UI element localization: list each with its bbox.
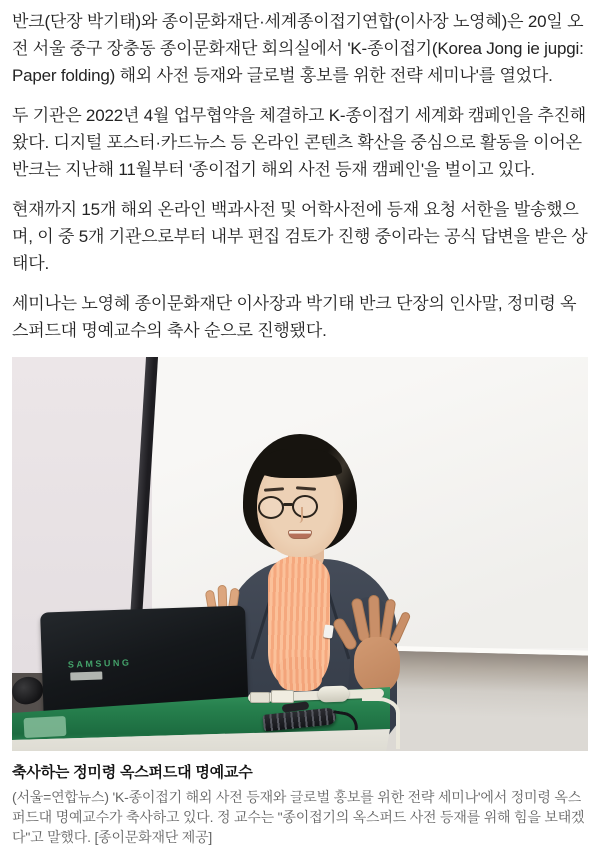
cable-connector-a <box>250 692 270 703</box>
green-tape-patch <box>24 716 67 738</box>
laptop-sticker <box>70 671 102 680</box>
glasses <box>258 494 322 522</box>
paragraph-4: 세미나는 노영혜 종이문화재단 이사장과 박기태 반크 단장의 인사말, 정미령 옥스퍼드대 명예교수의 축사 순으로 진행됐다. <box>12 294 577 340</box>
smiling-mouth <box>288 530 312 539</box>
glasses-lens-right <box>292 495 318 518</box>
nose <box>297 507 303 523</box>
right-palm <box>354 637 400 693</box>
laptop-brand-label: SAMSUNG <box>67 657 132 670</box>
paragraph-1: 반크(단장 박기태)와 종이문화재단·세계종이접기연합(이사장 노영혜)은 20일 오전 서울 중구 장충동 종이문화재단 회의실에서 'K-종이접기(Korea Jong ie jupgi: Paper folding) 해외 사전 등재와 글로벌 홍보를 위한 전략 세미나'를 열었다. <box>12 12 584 85</box>
article-body <box>12 8 588 344</box>
photo-caption-body: (서울=연합뉴스) 'K-종이접기 해외 사전 등재와 글로벌 홍보를 위한 전략 세미나'에서 정미령 옥스퍼드대 명예교수가 축사하고 있다. 정 교수는 "종이접기의 옥스퍼드 사전 등재를 위해 힘을 보태겠다"고 말했다. [종이문화재단 제공] <box>12 789 585 845</box>
seminar-photo <box>12 357 588 751</box>
scarf-drape <box>278 657 322 691</box>
lapel-pin <box>323 624 334 638</box>
glasses-lens-left <box>258 496 284 519</box>
photo-caption <box>12 761 588 847</box>
photo-caption-title: 축사하는 정미령 옥스퍼드대 명예교수 <box>12 764 253 781</box>
paragraph-2: 두 기관은 2022년 4월 업무협약을 체결하고 K-종이접기 세계화 캠페인을 추진해왔다. 디지털 포스터·카드뉴스 등 온라인 콘텐츠 확산을 중심으로 활동을 이어온 반크는 지난해 11월부터 '종이접기 해외 사전 등재 캠페인'을 벌이고 있다. <box>12 106 587 179</box>
glasses-bridge <box>283 503 293 506</box>
woman-right-hand <box>338 595 414 701</box>
article-figure <box>12 357 588 847</box>
hair-bangs <box>258 449 342 478</box>
cable-connector-b <box>271 690 294 703</box>
paragraph-3: 현재까지 15개 해외 온라인 백과사전 및 어학사전에 등재 요청 서한을 발송했으며, 이 중 5개 기관으로부터 내부 편집 검토가 진행 중이라는 공식 답변을 받은 상태다. <box>12 200 588 273</box>
cable-ferrite-bead <box>318 685 350 702</box>
